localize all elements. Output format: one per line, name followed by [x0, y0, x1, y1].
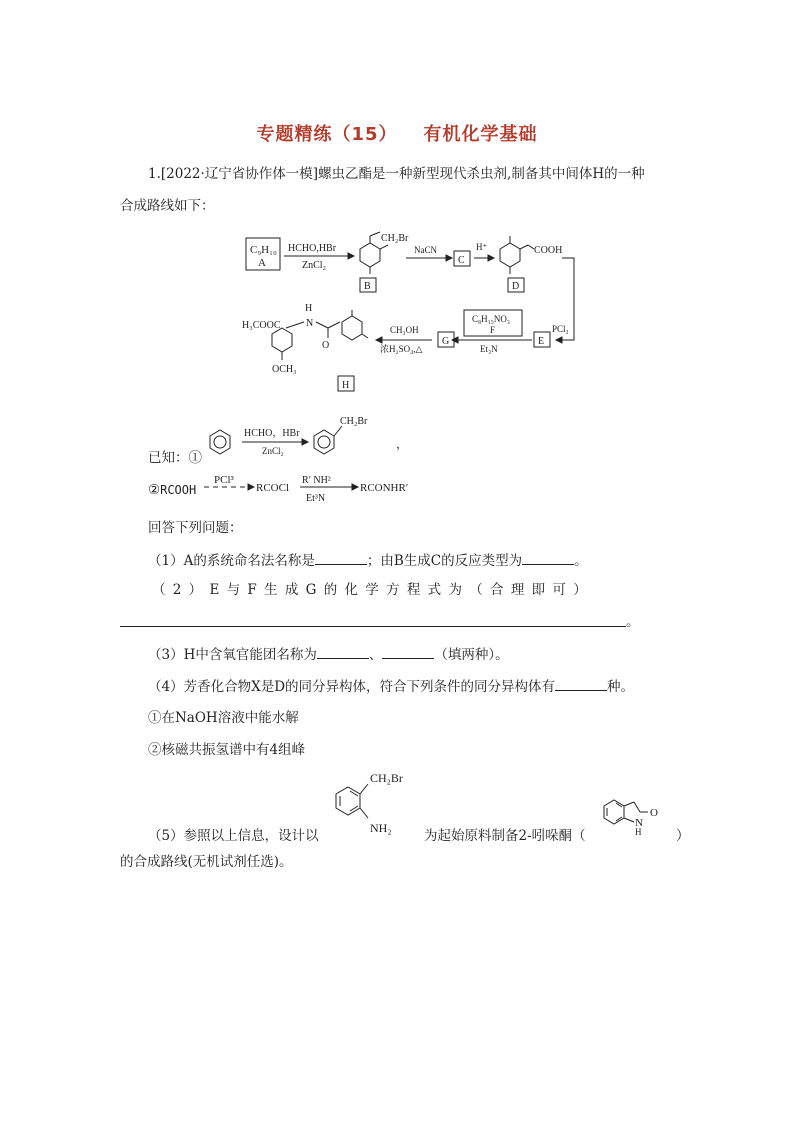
compound-b-ring	[360, 243, 380, 267]
sub5-text-b: 为起始原料制备2-吲哚酮（	[424, 828, 586, 844]
synthesis-scheme	[236, 232, 586, 400]
sub5-line2: 的合成路线(无机试剂任选)。	[120, 854, 293, 870]
starting-material-structure	[326, 766, 422, 840]
known-r2-mid: RCOCl	[256, 482, 290, 494]
question-1-intro: 1.[2022·辽宁省协作体一模]螺虫乙酯是一种新型现代杀虫剂,制备其中间体H的一种	[148, 166, 645, 182]
question-1-intro-cont: 合成路线如下：	[120, 198, 215, 214]
known-label: 已知：①	[148, 450, 202, 466]
step1-reagent: HCHO,HBr	[288, 243, 337, 254]
sm-substituent-bottom: NH₂	[370, 821, 392, 835]
benzene-ring	[210, 430, 230, 454]
answer-blank-group-2[interactable]	[382, 644, 434, 659]
known-r1-substituent: CH₂Br	[340, 416, 368, 427]
step4-reagent: PCl₃	[552, 324, 569, 334]
answer-blank-isomer-count[interactable]	[555, 676, 607, 691]
sub4-condition-2: ②核磁共振氢谱中有4组峰	[148, 742, 306, 758]
compound-h-methoxy: OCH₃	[272, 364, 297, 375]
known-reaction-2-arrows	[200, 472, 420, 506]
oxindole-structure	[598, 790, 674, 836]
known-r2-reactant: RCOOH	[160, 483, 197, 497]
compound-h-ester: H₃COOC	[242, 320, 281, 331]
compound-h-n: N	[306, 318, 314, 329]
sub5-text-c: ）	[676, 828, 690, 844]
sub3-separator: 、	[368, 647, 383, 663]
sub3-text-b: （填两种）。	[434, 647, 509, 663]
known-r2-product: RCONHR′	[360, 482, 409, 494]
sub-question-4	[148, 676, 634, 697]
sub1-text-a: （1）A的系统命名法名称是	[148, 553, 315, 569]
compound-c-label: C	[458, 255, 465, 266]
step3-reagent: H⁺	[476, 242, 488, 252]
sub5-text-a: （5）参照以上信息，设计以	[148, 828, 319, 844]
sub1-text-b: ；由B生成C的反应类型为	[366, 553, 523, 569]
compound-h-nh: H	[305, 303, 313, 314]
answer-intro: 回答下列问题：	[148, 520, 243, 536]
answer-blank-a-name[interactable]	[315, 550, 367, 565]
answer-blank-group-1[interactable]	[317, 644, 369, 659]
compound-d-label: D	[512, 281, 520, 292]
title-topic: 有机化学基础	[423, 124, 538, 145]
sub4-condition-1: ①在NaOH溶液中能水解	[148, 710, 299, 726]
sub3-text-a: （3）H中含氧官能团名称为	[148, 647, 317, 663]
sub-question-2: （ 2 ） E 与 F 生 成 G 的 化 学 方 程 式 为 （ 合 理 即 可 ）	[152, 582, 589, 598]
oxindole-h: H	[635, 827, 642, 837]
compound-g-label: G	[442, 336, 450, 347]
known-r2-prefix: ②	[148, 482, 161, 498]
step1-catalyst: ZnCl₂	[302, 260, 327, 271]
compound-a-formula: C₉H₁₀	[250, 244, 277, 256]
compound-h-label: H	[342, 380, 350, 391]
known-reaction-1	[200, 412, 409, 468]
sub-question-1	[148, 550, 588, 571]
step6-reagent: CH₃OH	[390, 325, 419, 335]
known-r2-reagent1: PCl³	[214, 474, 234, 486]
known-reaction-2	[148, 480, 196, 500]
step5-base: Et₃N	[480, 344, 498, 354]
known-r2-base: Et³N	[306, 493, 326, 504]
compound-h-carbonyl-o: O	[322, 340, 330, 351]
compound-f-label: F	[490, 325, 496, 335]
compound-d-substituent: COOH	[534, 245, 563, 256]
benzyl-ring	[314, 430, 334, 454]
sub4-text-a: （4）芳香化合物X是D的同分异构体，符合下列条件的同分异构体有	[148, 679, 556, 695]
oxindole-n: N	[635, 817, 643, 829]
compound-d-ring	[500, 243, 520, 267]
sm-substituent-top: CH₂Br	[370, 771, 403, 785]
compound-h-arene	[342, 316, 362, 340]
known-r1-reagent: HCHO，HBr	[244, 428, 300, 439]
compound-a-label: A	[258, 257, 266, 269]
compound-e-label: E	[538, 336, 545, 347]
sub-question-3	[148, 644, 509, 665]
sub1-text-c: 。	[574, 553, 588, 569]
sub4-text-b: 种。	[607, 679, 635, 695]
known-r1-comma: ，	[396, 437, 409, 451]
compound-b-label: B	[364, 281, 371, 292]
oxindole-o: O	[650, 807, 658, 819]
step2-reagent: NaCN	[414, 245, 437, 255]
page-title	[0, 120, 794, 146]
sub2-end: 。	[626, 614, 640, 630]
answer-blank-reaction-type[interactable]	[522, 550, 574, 565]
known-r2-reagent2: R′ NH²	[302, 475, 331, 486]
compound-h-cyclohexane	[272, 328, 292, 352]
answer-line-equation[interactable]	[120, 626, 626, 627]
title-series: 专题精练（15）	[256, 124, 398, 145]
known-r1-catalyst: ZnCl₂	[262, 446, 284, 456]
step6-conditions: 浓H₂SO₄,△	[380, 344, 423, 354]
compound-f-formula: C₈H₁₅NO₃	[472, 314, 511, 324]
compound-b-substituent: CH₂Br	[381, 233, 409, 244]
